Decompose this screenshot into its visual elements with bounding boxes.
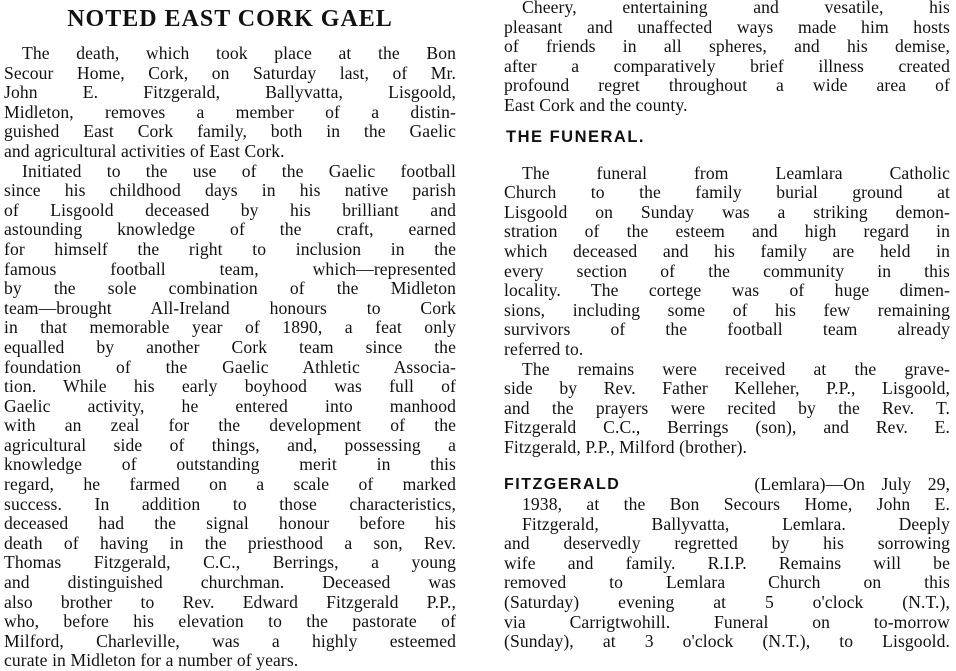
text-line: pleasant and unaffected ways made him hosts: [504, 16, 950, 37]
text-line: Milford, Charleville, was a highly esteemed: [4, 630, 456, 651]
text-line: deceased had the signal honour before his: [4, 513, 456, 534]
section-subheading: THE FUNERAL.: [506, 127, 645, 146]
text-line: astounding knowledge of the craft, earned: [4, 219, 456, 240]
text-line: in that memorable year of 1890, a feat only: [4, 317, 456, 338]
text-line: locality. The cortege was of huge dimen-: [504, 280, 950, 301]
text-line: survivors of the football team already: [504, 319, 950, 340]
text-line: sions, including some of his few remaining: [504, 299, 950, 320]
text-line: The funeral from Leamlara Catholic: [522, 162, 950, 183]
text-line: wife and family. R.I.P. Remains will be: [504, 552, 950, 573]
text-line: 1938, at the Bon Secours Home, John E.: [522, 494, 950, 515]
text-line: agricultural side of things, and, possessing a: [4, 434, 456, 455]
paragraph-4: [504, 164, 950, 360]
text-line: Fitzgerald, P.P., Milford (brother).: [504, 436, 748, 457]
text-line: profound regret throughout a wide area of: [504, 75, 950, 96]
text-line: Gaelic activity, he entered into manhood: [4, 395, 456, 416]
paragraph-2: [4, 162, 456, 671]
text-line: Thomas Fitzgerald, C.C., Berrings, a young: [4, 552, 456, 573]
text-line: famous football team, which—represented: [4, 258, 456, 279]
text-line: who, before his elevation to the pastorate of: [4, 611, 456, 632]
text-line: The remains were received at the grave-: [522, 358, 950, 379]
notice-name: FITZGERALD: [504, 476, 621, 494]
text-line: Lisgoold on Sunday was a striking demon-: [504, 201, 950, 222]
text-line: referred to.: [504, 338, 584, 359]
notice-first-line: [504, 475, 950, 495]
text-line: team—brought All-Ireland honours to Cork: [4, 297, 456, 318]
text-line: also brother to Rev. Edward Fitzgerald P.P.,: [4, 591, 456, 612]
text-line: with an zeal for the development of the: [4, 415, 456, 436]
paragraph-5: [504, 360, 950, 458]
text-line: Midleton, removes a member of a distin-: [4, 101, 456, 122]
text-line: and agricultural activities of East Cork.: [4, 140, 285, 161]
text-line: foundation of the Gaelic Athletic Associa-: [4, 356, 456, 377]
text-line: Initiated to the use of the Gaelic football: [22, 160, 456, 181]
text-line: and distinguished churchman. Deceased was: [4, 572, 456, 593]
paragraph-1: [4, 44, 456, 162]
right-column: [504, 0, 950, 652]
text-line: and the prayers were recited by the Rev. T.: [504, 397, 950, 418]
text-line: and deservedly regretted by his sorrowing: [504, 533, 950, 554]
text-line: Fitzgerald, Ballyvatta, Lemlara. Deeply: [522, 513, 950, 534]
text-line: Church to the family burial ground at: [504, 182, 950, 203]
text-line: of friends in all spheres, and his demise,: [504, 36, 950, 57]
notice-first-line-rest: (Lemlara)—On July 29,: [754, 474, 950, 495]
text-line: guished East Cork family, both in the Gaelic: [4, 121, 456, 142]
text-line: for himself the right to inclusion in the: [4, 238, 456, 259]
article-headline: NOTED EAST CORK GAEL: [67, 6, 393, 32]
text-line: (Saturday) evening at 5 o'clock (N.T.),: [504, 592, 950, 613]
text-line: side by Rev. Father Kelleher, P.P., Lisgoold,: [504, 378, 950, 399]
text-line: John E. Fitzgerald, Ballyvatta, Lisgoold,: [4, 82, 456, 103]
text-line: Cheery, entertaining and vesatile, his: [522, 0, 950, 17]
text-line: Fitzgerald C.C., Berrings (son), and Rev. E.: [504, 417, 950, 438]
text-line: death of having in the priesthood a son, Rev.: [4, 532, 456, 553]
text-line: (Sunday), at 3 o'clock (N.T.), to Lisgoold.: [504, 631, 950, 652]
text-line: via Carrigtwohill. Funeral on to-morrow: [504, 611, 950, 632]
text-line: of Lisgoold deceased by his brilliant and: [4, 199, 456, 220]
left-column: [4, 0, 456, 671]
text-line: which deceased and his family are held in: [504, 240, 950, 261]
text-line: curate in Midleton for a number of years.: [4, 650, 299, 671]
text-line: regard, he farmed on a scale of marked: [4, 474, 456, 495]
text-line: success. In addition to those characteristics,: [4, 493, 456, 514]
text-line: Secour Home, Cork, on Saturday last, of Mr.: [4, 62, 456, 83]
paragraph-3: [504, 0, 950, 116]
text-line: after a comparatively brief illness created: [504, 55, 950, 76]
text-line: stration of the esteem and high regard in: [504, 221, 950, 242]
text-line: The death, which took place at the Bon: [22, 43, 456, 63]
text-line: knowledge of outstanding merit in this: [4, 454, 456, 475]
text-line: tion. While his early boyhood was full of: [4, 376, 456, 397]
text-line: since his childhood days in his native parish: [4, 180, 456, 201]
text-line: equalled by another Cork team since the: [4, 336, 456, 357]
text-line: East Cork and the county.: [504, 94, 688, 115]
text-line: by the sole combination of the Midleton: [4, 278, 456, 299]
death-notice: [504, 475, 950, 651]
text-line: removed to Lemlara Church on this: [504, 572, 950, 593]
text-line: every section of the community in this: [504, 260, 950, 281]
